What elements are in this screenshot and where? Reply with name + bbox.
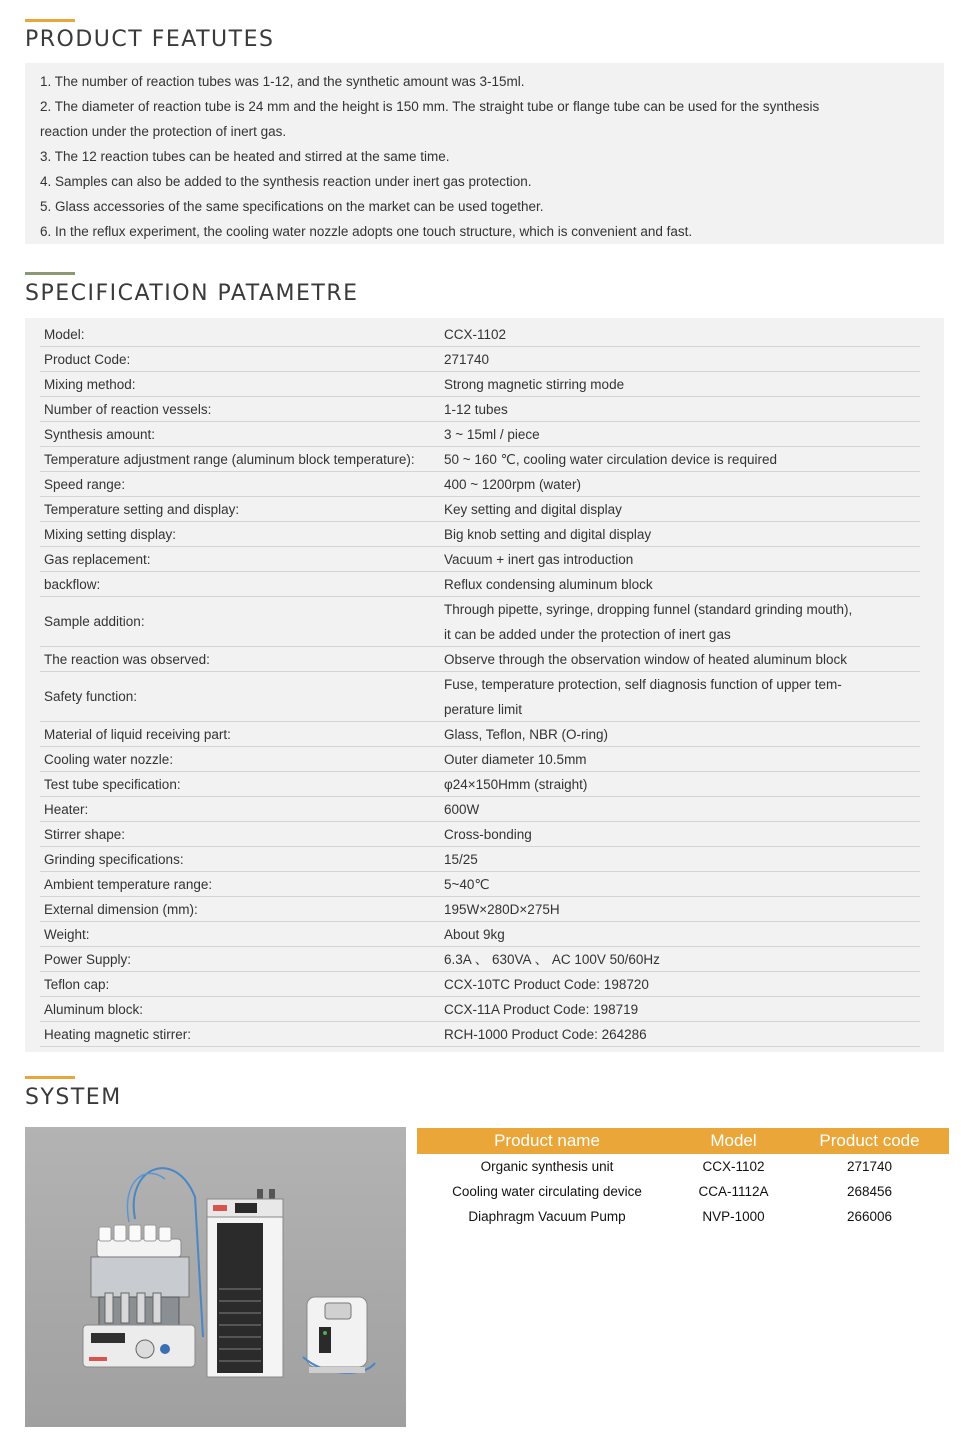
spec-label: Material of liquid receiving part: [44, 726, 231, 742]
spec-row [40, 997, 920, 1022]
spec-label: Number of reaction vessels: [44, 401, 212, 417]
spec-value-line: Fuse, temperature protection, self diagnosis function of upper tem- [444, 677, 842, 692]
spec-title: SPECIFICATION PATAMETRE [25, 281, 359, 306]
table-row [417, 1204, 949, 1229]
spec-label: Heater: [44, 801, 89, 817]
table-row [417, 1154, 949, 1179]
spec-label: Ambient temperature range: [44, 876, 213, 892]
spec-label: Mixing method: [44, 376, 136, 392]
spec-row [40, 322, 920, 347]
feature-item: 5. Glass accessories of the same specifications on the market can be used together. [40, 199, 544, 214]
spec-value: 6.3A 、 630VA 、 AC 100V 50/60Hz [444, 951, 660, 967]
spec-row [40, 797, 920, 822]
spec-label: Weight: [44, 926, 90, 942]
spec-label: Speed range: [44, 476, 126, 492]
spec-row [40, 922, 920, 947]
spec-label: Synthesis amount: [44, 426, 156, 442]
spec-row [40, 897, 920, 922]
spec-row [40, 722, 920, 747]
spec-label: Gas replacement: [44, 551, 151, 567]
system-table [417, 1128, 949, 1229]
spec-label: Model: [44, 326, 85, 342]
spec-value: CCX-1102 [444, 326, 507, 342]
spec-label: Teflon cap: [44, 976, 110, 992]
cell-model: CCA-1112A [698, 1184, 769, 1199]
spec-value: Vacuum + inert gas introduction [444, 551, 634, 567]
spec-value: Observe through the observation window of heated aluminum block [444, 651, 847, 667]
spec-row [40, 872, 920, 897]
system-accent-bar [25, 1076, 75, 1079]
cell-model: NVP-1000 [702, 1209, 765, 1224]
spec-row [40, 522, 920, 547]
spec-label: Power Supply: [44, 951, 132, 967]
spec-row [40, 547, 920, 572]
spec-row [40, 772, 920, 797]
spec-row [40, 472, 920, 497]
spec-value: Glass, Teflon, NBR (O-ring) [444, 726, 609, 742]
table-row [417, 1179, 949, 1204]
spec-value: 15/25 [444, 851, 478, 867]
spec-label: Safety function: [44, 689, 138, 704]
spec-label: Test tube specification: [44, 776, 181, 792]
spec-label: backflow: [44, 576, 101, 592]
spec-row [40, 572, 920, 597]
spec-value: 5~40℃ [444, 876, 490, 892]
feature-item: 1. The number of reaction tubes was 1-12, and the synthetic amount was 3-15ml. [40, 74, 525, 89]
spec-label: Mixing setting display: [44, 526, 177, 542]
spec-value-line: perature limit [444, 702, 523, 717]
spec-value: About 9kg [444, 926, 505, 942]
spec-row [40, 747, 920, 772]
spec-label: Sample addition: [44, 614, 145, 629]
cell-model: CCX-1102 [702, 1159, 765, 1174]
spec-value: φ24×150Hmm (straight) [444, 776, 588, 792]
spec-value: CCX-11A Product Code: 198719 [444, 1001, 639, 1017]
feature-item: 6. In the reflux experiment, the cooling water nozzle adopts one touch structure, which is convenient and fast. [40, 224, 693, 239]
spec-row [40, 972, 920, 997]
spec-row [40, 1022, 920, 1047]
feature-item: 3. The 12 reaction tubes can be heated and stirred at the same time. [40, 149, 450, 164]
spec-label: Cooling water nozzle: [44, 751, 174, 767]
spec-label: External dimension (mm): [44, 901, 198, 917]
features-panel [25, 63, 944, 244]
spec-label: Grinding specifications: [44, 851, 184, 867]
spec-label: Product Code: [44, 351, 131, 367]
spec-row [40, 647, 920, 672]
spec-row [40, 347, 920, 372]
system-title: SYSTEM [25, 1085, 122, 1110]
spec-value: 600W [444, 801, 480, 817]
system-table-header [417, 1128, 949, 1154]
feature-item: 2. The diameter of reaction tube is 24 mm and the height is 150 mm. The straight tube or flange tube can be used for the synthesis [40, 99, 820, 114]
cell-product-code: 268456 [846, 1184, 893, 1199]
spec-accent-bar [25, 272, 75, 275]
spec-value: 195W×280D×275H [444, 901, 560, 917]
spec-label: The reaction was observed: [44, 651, 210, 667]
header-model: Model [710, 1131, 757, 1150]
spec-value: 3 ~ 15ml / piece [444, 426, 540, 442]
spec-value: 50 ~ 160 ℃, cooling water circulation device is required [444, 451, 777, 467]
circulator-illustration [207, 1189, 283, 1377]
spec-value-line: Through pipette, syringe, dropping funnel (standard grinding mouth), [444, 602, 853, 617]
spec-value: Strong magnetic stirring mode [444, 376, 625, 392]
cell-product-name: Organic synthesis unit [480, 1159, 614, 1174]
spec-value: CCX-10TC Product Code: 198720 [444, 976, 649, 992]
cell-product-name: Cooling water circulating device [452, 1184, 642, 1199]
spec-row [40, 672, 920, 722]
spec-row [40, 372, 920, 397]
vacuum-pump-illustration [303, 1297, 375, 1373]
system-product-photo [25, 1127, 406, 1427]
spec-value [444, 597, 920, 646]
spec-row [40, 597, 920, 647]
spec-value [444, 672, 920, 721]
spec-label: Temperature adjustment range (aluminum block temperature): [44, 451, 415, 467]
spec-value: 1-12 tubes [444, 401, 508, 417]
cell-product-code: 266006 [846, 1209, 893, 1224]
spec-label: Aluminum block: [44, 1001, 144, 1017]
features-accent-bar [25, 19, 75, 22]
cell-product-name: Diaphragm Vacuum Pump [468, 1209, 626, 1224]
spec-label: Temperature setting and display: [44, 501, 240, 517]
spec-row [40, 397, 920, 422]
spec-value: Big knob setting and digital display [444, 526, 652, 542]
spec-row [40, 847, 920, 872]
spec-row [40, 447, 920, 472]
spec-table [25, 318, 944, 1052]
spec-label: Heating magnetic stirrer: [44, 1026, 192, 1042]
spec-value-line: it can be added under the protection of inert gas [444, 627, 731, 642]
header-product-code: Product code [819, 1131, 920, 1150]
features-title: PRODUCT FEATUTES [25, 27, 275, 52]
spec-label: Stirrer shape: [44, 826, 126, 842]
spec-row [40, 497, 920, 522]
spec-row [40, 822, 920, 847]
spec-row [40, 947, 920, 972]
spec-value: Key setting and digital display [444, 501, 622, 517]
equipment-illustration [25, 1127, 406, 1427]
header-product-name: Product name [494, 1131, 600, 1150]
feature-item: 4. Samples can also be added to the synthesis reaction under inert gas protection. [40, 174, 532, 189]
spec-value: 400 ~ 1200rpm (water) [444, 476, 581, 492]
spec-value: Outer diameter 10.5mm [444, 751, 587, 767]
spec-value: Reflux condensing aluminum block [444, 576, 653, 592]
cell-product-code: 271740 [846, 1159, 893, 1174]
feature-item: reaction under the protection of inert gas. [40, 124, 287, 139]
spec-value: RCH-1000 Product Code: 264286 [444, 1026, 647, 1042]
spec-row [40, 422, 920, 447]
spec-value: 271740 [444, 351, 490, 367]
spec-value: Cross-bonding [444, 826, 532, 842]
